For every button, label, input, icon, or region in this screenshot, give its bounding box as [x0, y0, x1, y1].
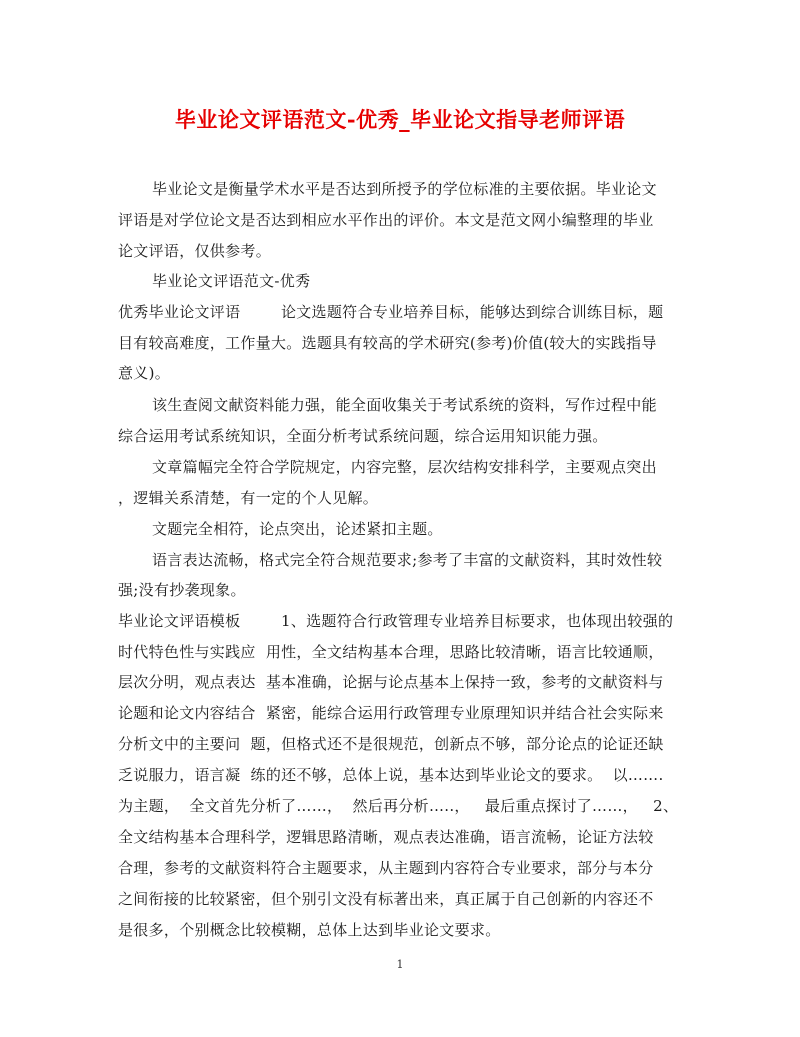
- paragraph-line: 毕业论文是衡量学术水平是否达到所授予的学位标准的主要依据。毕业论文: [152, 180, 657, 198]
- paragraph-line: ，逻辑关系清楚，有一定的个人见解。: [118, 489, 379, 507]
- paragraph-line: 综合运用考试系统知识，全面分析考试系统问题，综合运用知识能力强。: [118, 427, 608, 445]
- paragraph-line: 毕业论文评语模板 1、选题符合行政管理专业培养目标要求，也体现出较强的: [118, 612, 674, 630]
- page-number: 1: [396, 958, 404, 971]
- paragraph-line: 优秀毕业论文评语 论文选题符合专业培养目标，能够达到综合训练目标，题: [118, 303, 664, 321]
- section-heading: 毕业论文评语范文-优秀: [152, 272, 311, 290]
- paragraph-line: 文题完全相符，论点突出，论述紧扣主题。: [152, 520, 443, 538]
- paragraph-line: 是很多，个别概念比较模糊，总体上达到毕业论文要求。: [118, 921, 501, 939]
- paragraph-line: 语言表达流畅，格式完全符合规范要求;参考了丰富的文献资料，其时效性较: [152, 551, 663, 569]
- paragraph-line: 论文评语，仅供参考。: [118, 242, 272, 260]
- paragraph-line: 全文结构基本合理科学，逻辑思路清晰，观点表达准确，语言流畅，论证方法较: [118, 828, 654, 846]
- paragraph-line: 合理，参考的文献资料符合主题要求，从主题到内容符合专业要求，部分与本分: [118, 859, 654, 877]
- paragraph-line: 目有较高难度，工作量大。选题具有较高的学术研究(参考)价值(较大的实践指导: [118, 334, 657, 352]
- paragraph-line: 层次分明，观点表达 基本准确，论据与论点基本上保持一致，参考的文献资料与: [118, 673, 664, 691]
- paragraph-line: 该生查阅文献资料能力强，能全面收集关于考试系统的资料，写作过程中能: [152, 396, 657, 414]
- paragraph-line: 时代特色性与实践应 用性，全文结构基本合理，思路比较清晰，语言比较通顺，: [118, 643, 664, 661]
- paragraph-line: 文章篇幅完全符合学院规定，内容完整，层次结构安排科学，主要观点突出: [152, 458, 657, 476]
- paragraph-line: 强;没有抄袭现象。: [118, 581, 246, 599]
- paragraph-line: 评语是对学位论文是否达到相应水平作出的评价。本文是范文网小编整理的毕业: [118, 211, 654, 229]
- paragraph-line: 意义)。: [118, 364, 171, 382]
- paragraph-line: 分析文中的主要问 题，但格式还不是很规范，创新点不够，部分论点的论证还缺: [118, 735, 664, 753]
- paragraph-line: 为主题， 全文首先分析了……， 然后再分析…..， 最后重点探讨了……， 2、: [118, 797, 679, 815]
- document-title: 毕业论文评语范文-优秀_毕业论文指导老师评语: [174, 107, 626, 132]
- paragraph-line: 论题和论文内容结合 紧密，能综合运用行政管理专业原理知识并结合社会实际来: [118, 704, 664, 722]
- paragraph-line: 之间衔接的比较紧密，但个别引文没有标著出来，真正属于自己创新的内容还不: [118, 890, 654, 908]
- paragraph-line: 乏说服力，语言凝 练的还不够，总体上说，基本达到毕业论文的要求。 以…….: [118, 766, 669, 784]
